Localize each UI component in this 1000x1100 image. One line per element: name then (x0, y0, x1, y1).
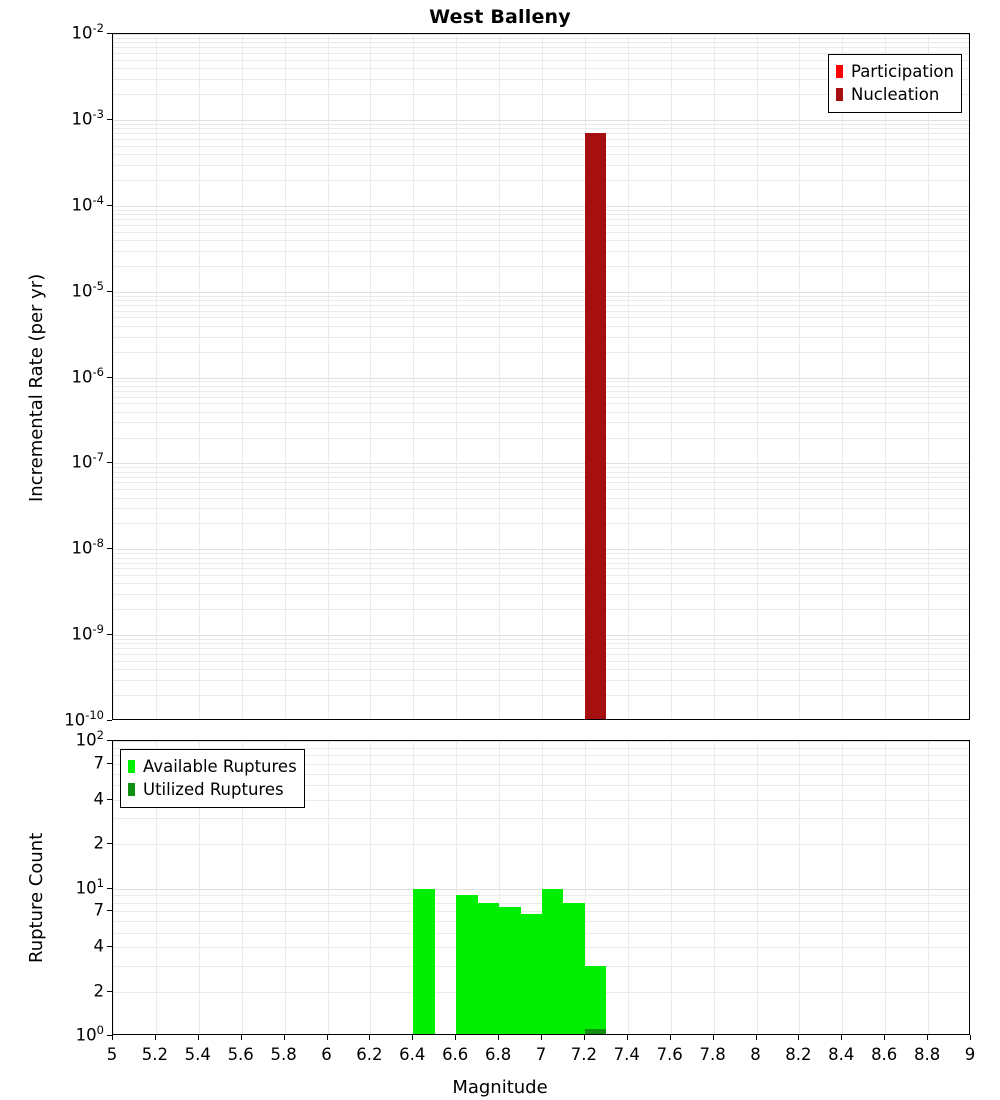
y-tick (107, 910, 112, 911)
bar-available-ruptures (521, 914, 542, 1035)
gridline (113, 741, 114, 1034)
y-tick (107, 843, 112, 844)
gridline (370, 741, 371, 1034)
bar-available-ruptures (413, 889, 434, 1036)
legend-swatch-icon (128, 760, 135, 773)
x-tick (112, 1035, 113, 1040)
gridline (542, 34, 543, 719)
incremental-rate-legend-item (836, 60, 954, 83)
rupture-count-legend-item (128, 755, 297, 778)
y-tick-label: $10^{-7}$ (71, 450, 104, 472)
bar-available-ruptures (563, 903, 584, 1035)
y-tick-label: $10^{-10}$ (64, 708, 104, 730)
rupture-count-legend-item (128, 778, 297, 801)
bar-available-ruptures (585, 966, 606, 1035)
gridline (628, 741, 629, 1034)
x-tick-label: 9 (964, 1045, 976, 1064)
page-title: West Balleny (429, 6, 571, 28)
x-tick-label: 5.8 (270, 1045, 297, 1064)
gridline (799, 741, 800, 1034)
y-tick-label: $10^2$ (75, 728, 104, 750)
y-tick-label: 7 (93, 900, 104, 920)
x-tick-label: 7 (535, 1045, 547, 1064)
y-tick-label: 4 (93, 936, 104, 956)
y-tick (107, 991, 112, 992)
x-tick (584, 1035, 585, 1040)
y-tick-label: $10^1$ (75, 875, 104, 897)
x-tick (713, 1035, 714, 1040)
y-tick (107, 634, 112, 635)
y-tick (107, 799, 112, 800)
legend-label: Participation (850, 62, 954, 81)
gridline (757, 741, 758, 1034)
gridline (242, 34, 243, 719)
x-tick (884, 1035, 885, 1040)
x-tick-label: 6.6 (442, 1045, 469, 1064)
y-tick (107, 462, 112, 463)
x-tick-label: 8.8 (913, 1045, 941, 1064)
gridline (885, 741, 886, 1034)
legend-label: Utilized Ruptures (143, 780, 284, 799)
incremental-rate-legend (828, 54, 962, 113)
y-tick-label: 2 (93, 833, 104, 853)
y-tick (107, 720, 112, 721)
x-tick (670, 1035, 671, 1040)
x-tick (970, 1035, 971, 1040)
bar-available-ruptures (542, 889, 563, 1036)
y-tick-label: $10^{-3}$ (71, 106, 104, 129)
gridline (714, 34, 715, 719)
x-tick-label: 8.4 (828, 1045, 855, 1064)
gridline (928, 741, 929, 1034)
x-tick (369, 1035, 370, 1040)
x-tick (841, 1035, 842, 1040)
incremental-rate-legend-item (836, 83, 954, 106)
x-tick-label: 5 (106, 1045, 118, 1064)
gridline (156, 34, 157, 719)
rupture-count-legend (120, 749, 305, 808)
x-tick (412, 1035, 413, 1040)
x-tick (198, 1035, 199, 1040)
legend-label: Available Ruptures (143, 757, 297, 776)
y-tick (107, 377, 112, 378)
y-axis-title: Incremental Rate (per yr) (26, 273, 47, 502)
y-tick-label: $10^{-2}$ (71, 21, 104, 43)
gridline (671, 741, 672, 1034)
bar-available-ruptures (456, 895, 477, 1035)
x-tick (241, 1035, 242, 1040)
y-tick-label: 4 (93, 789, 104, 809)
legend-swatch-icon (128, 783, 135, 796)
y-tick (107, 291, 112, 292)
y-tick (107, 119, 112, 120)
y-tick-label: $10^{-9}$ (71, 622, 104, 644)
x-tick-label: 5.2 (141, 1045, 169, 1064)
gridline (842, 741, 843, 1034)
bar-nucleation (585, 133, 606, 720)
x-tick-label: 6 (321, 1045, 332, 1064)
x-tick-label: 7.4 (613, 1045, 640, 1064)
y-tick-label: $10^{-6}$ (71, 364, 104, 386)
gridline (499, 34, 500, 719)
incremental-rate-axes (112, 33, 970, 720)
y-tick (107, 33, 112, 34)
gridline (113, 34, 114, 719)
x-tick (284, 1035, 285, 1040)
y-tick (107, 205, 112, 206)
x-tick-label: 6.8 (484, 1045, 512, 1064)
y-axis-title: Rupture Count (26, 832, 47, 963)
gridline (328, 34, 329, 719)
x-tick-label: 7.6 (656, 1045, 683, 1064)
bar-available-ruptures (478, 903, 499, 1035)
gridline (456, 34, 457, 719)
y-tick-label: 2 (93, 981, 104, 1001)
gridline (757, 34, 758, 719)
x-tick-label: 5.4 (184, 1045, 211, 1064)
x-tick-label: 7.8 (699, 1045, 726, 1064)
gridline (671, 34, 672, 719)
legend-swatch-icon (836, 65, 843, 78)
legend-swatch-icon (836, 88, 843, 101)
x-tick-label: 8.2 (785, 1045, 812, 1064)
y-tick (107, 548, 112, 549)
x-axis-title: Magnitude (452, 1077, 548, 1098)
x-tick-label: 6.2 (356, 1045, 383, 1064)
x-tick-label: 6.4 (399, 1045, 426, 1064)
gridline (928, 34, 929, 719)
gridline (842, 34, 843, 719)
gridline (199, 34, 200, 719)
x-tick-label: 5.6 (227, 1045, 254, 1064)
x-tick (798, 1035, 799, 1040)
gridline (413, 34, 414, 719)
x-tick (756, 1035, 757, 1040)
x-tick-label: 7.2 (570, 1045, 598, 1064)
x-tick-label: 8.6 (871, 1045, 898, 1064)
y-tick (107, 763, 112, 764)
y-tick-label: $10^{-4}$ (71, 192, 104, 215)
gridline (628, 34, 629, 719)
x-tick (327, 1035, 328, 1040)
gridline (285, 34, 286, 719)
y-tick (107, 946, 112, 947)
gridline (714, 741, 715, 1034)
incremental-rate-plot-area (113, 34, 969, 719)
bar-utilized-ruptures (585, 1029, 606, 1035)
gridline (370, 34, 371, 719)
legend-label: Nucleation (850, 85, 940, 104)
x-tick (927, 1035, 928, 1040)
y-tick (107, 888, 112, 889)
x-tick-label: 8 (750, 1045, 761, 1064)
bar-available-ruptures (499, 907, 520, 1035)
x-tick (627, 1035, 628, 1040)
gridline (885, 34, 886, 719)
y-tick-label: 7 (93, 753, 104, 773)
y-tick-label: $10^{-8}$ (71, 536, 104, 558)
gridline (799, 34, 800, 719)
x-tick (455, 1035, 456, 1040)
y-tick-label: $10^{-5}$ (71, 278, 104, 301)
x-tick (541, 1035, 542, 1040)
x-tick (498, 1035, 499, 1040)
x-tick (155, 1035, 156, 1040)
gridline (328, 741, 329, 1034)
y-tick-label: $10^0$ (75, 1023, 104, 1045)
y-tick (107, 740, 112, 741)
